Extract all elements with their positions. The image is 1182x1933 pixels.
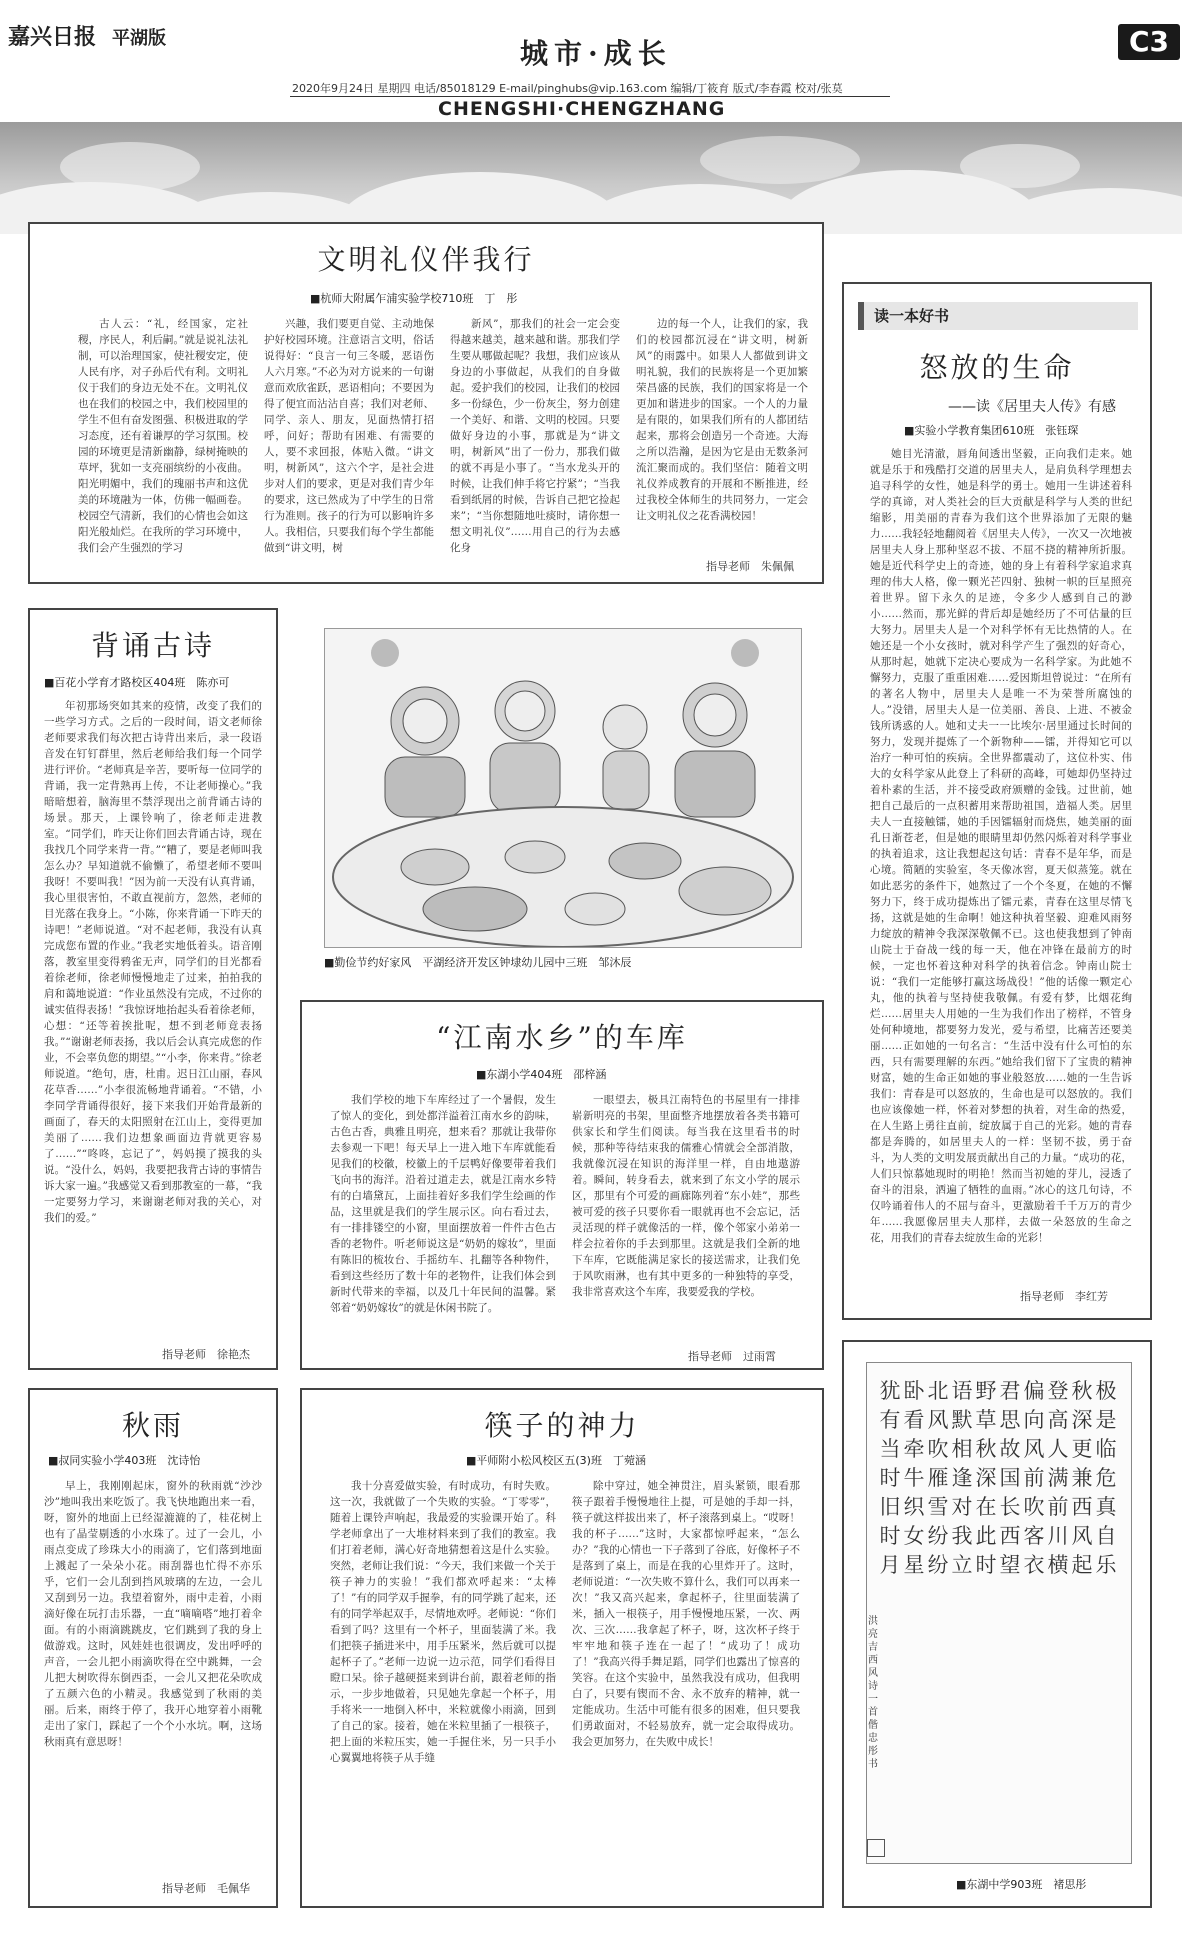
- info-line: 2020年9月24日 星期四 电话/85018129 E-mail/pinghubs@vip.163.com 编辑/丁筱育 版式/李春霞 校对/张莫: [292, 82, 843, 95]
- article-column: 兴趣，我们要更自觉、主动地保护好校园环境。注意语言文明，俗话说得好：“良言一句三冬暖，恶语伤人六月寒。”不必为对方说来的一句谢意而欢欣雀跃，恶语相向；不要因为得了便宜而沾沾自喜；我们对老师、同学、亲人、朋友，见面热情打招呼，问好；帮助有困难、有需要的人，要不求回报，体贴入微。“讲文明，树新风”，这六个字，是社会进步对人们的要求，更是对我们青少年的要求，这已然成为了中学生的日常行为准则。孩子的行为可以影响许多人。我相信，只要我们每个学生都能做到“讲文明，树: [264, 318, 434, 554]
- article-recite-poems: [28, 608, 278, 1370]
- article-title: 背诵古诗: [90, 629, 215, 662]
- article-autumn-rain: [28, 1388, 278, 1908]
- article-byline: ■百花小学育才路校区404班 陈亦可: [44, 676, 230, 689]
- article-column: 我十分喜爱做实验，有时成功，有时失败。这一次，我就做了一个失败的实验。“丁零零”，随着上课铃声响起，我最爱的实验课开始了。科学老师拿出了一大堆材料来到了我们的教室。我们打着老师，满心好奇地猜想着这是什么实验。突然，老师让我们说：“今天，我们来做一个关于筷子神力的实验！”我们都欢呼起来：“太棒了！”有的同学双手握拳，有的同学跳了起来，还有的同学举起双手，尽情地欢呼。老师说：“你们看到了吗？这里有一个杯子，里面装满了米。我们把筷子插进米中，用手压紧米，然后就可以提起杯子了。”老师一边说一边示范，同学们看得目瞪口呆。徐子越硬挺来到讲台前，跟着老师的指示，一步步地做着，只见她先拿起一个杯子，用手将米一一地倒入杯中，米粒就像小雨滴，回到了自己的家。接着，她在米粒里插了一根筷子，把上面的米粒压实，她一手握住米，另一只手小心翼翼地将筷子从手缝: [330, 1480, 556, 1764]
- article-advisor: 指导老师 朱佩佩: [706, 560, 794, 573]
- article-byline: ■杭师大附属乍浦实验学校710班 丁 彤: [310, 292, 518, 305]
- article-civility: [28, 222, 824, 584]
- banner-clouds: [0, 122, 1182, 234]
- article-column: 除中穿过，她全神贯注，眉头紧锁，眼看那筷子跟着手慢慢地往上提，可是她的手却一抖，筷子就这样拔出来了，杯子滚落到桌上。“哎呀！我的杯子……”这时，大家都惊呼起来，“怎么办？”我的心情也一下子落到了谷底，好像杯子不是落到了桌上，而是在我的心里炸开了。这时，老师说道：“一次失败不算什么，我们可以再来一次！”我又高兴起来，拿起杯子，往里面装满了米，插入一根筷子，用手慢慢地压紧，一次、两次、三次……我拿起了杯子，呀，这次杯子终于牢牢地和筷子连在一起了！“成功了！成功了！”我高兴得手舞足蹈，同学们也露出了惊喜的笑容。在这个实验中，虽然我没有成功，但我明白了，只要有锲而不舍、永不放弃的精神，就一定能成功。生活中可能有很多的困难，但只要我们勇敢面对，不轻易放弃，就一定会取得成功。我会更加努力，在失败中成长！: [572, 1480, 800, 1748]
- calligraphy-column: 北风吹雁雪纷纷: [927, 1379, 949, 1577]
- calligraphy-column: 登高人满前川横: [1047, 1379, 1069, 1577]
- article-title: 怒放的生命: [919, 351, 1075, 384]
- article-chopsticks: [300, 1388, 824, 1908]
- article-title: 文明礼仪伴我行: [317, 243, 535, 276]
- article-column: 一眼望去，极具江南特色的书屋里有一排排崭新明亮的书架，里面整齐地摆放着各类书籍可供家长和学生们阅读。每当我在这里看书的时候，那种等待结束我的儒雅心情就会全部消散，我就像沉浸在知识的海洋里一样，自由地遨游着。瞬间，转身看去，就来到了东文小学的展示区，那里有个可爱的画廊陈列着“东小娃”，那些被可爱的孩子只要你看一眼就再也不会忘记，活灵活现的样子就像活的一样，像个邻家小弟弟一样会拉着你的手去到那里。这就是我们全新的地下车库，它既能满足家长的接送需求，让我们免于风吹雨淋，也有其中更多的一种独特的享受，我非常喜欢这个车库，我要爱我的学校。: [572, 1094, 800, 1298]
- article-column: 古人云：“礼，经国家，定社稷，序民人，利后嗣。”就是说礼法礼制，可以治理国家，使社稷安定，使人民有序，对子孙后代有利。文明礼仪于我们的身边无处不在。文明礼仪也在我们的校园之中，我们校园里的学生不但有奋发图强、积极进取的学习态度，还有着谦厚的学习氛围。校园的环境更是清新幽静，绿树掩映的草坪，犹如一支亮丽缤纷的小夜曲。阳光明媚中，我们的瑰丽书声和这优美的环境融为一体，仿佛一幅画卷。校园空气清新，我们的心情也会如这阳光般灿烂。在我所的学习环境中，我们会产生强烈的学习: [78, 318, 248, 554]
- article-byline: ■实验小学教育集团610班 张钰琛: [904, 424, 1079, 437]
- section-pinyin: CHENGSHI·CHENGZHANG: [438, 98, 726, 120]
- article-subtitle: ——读《居里夫人传》有感: [948, 399, 1116, 415]
- calligraphy-column: 犹有当时旧时月: [879, 1379, 901, 1577]
- article-advisor: 指导老师 徐艳杰: [162, 1348, 250, 1361]
- article-title: 秋雨: [121, 1409, 184, 1442]
- calligraphy-column: 偏向风前吹客衣: [1023, 1379, 1045, 1577]
- calligraphy-column: 野草秋深在此时: [975, 1379, 997, 1577]
- calligraphy-column: 极是临危真自乐: [1095, 1379, 1117, 1577]
- article-column: 边的每一个人，让我们的家，我们的校园都沉浸在“讲文明，树新风”的雨露中。如果人人都做到讲文明礼貌，我们的民族将是一个更加繁荣昌盛的民族，我们的国家将是一个更加和谐进步的国家。一个人的力量是有限的，如果我们所有的人都团结起来，那将会创造另一个奇迹。大海之所以浩瀚，是因为它是由无数条河流汇聚而成的。我们坚信：随着文明礼仪养成教育的开展和不断推进，经过我校全体师生的共同努力，一定会让文明礼仪之花香满校园！: [636, 318, 808, 522]
- article-title: “江南水乡”的车库: [436, 1021, 688, 1054]
- section-title: 城市·成长: [520, 37, 672, 70]
- calligraphy-column: 君思故国长西望: [999, 1379, 1021, 1577]
- article-byline: ■叔同实验小学403班 沈诗怡: [48, 1454, 201, 1467]
- masthead: [0, 0, 1182, 120]
- article-advisor: 指导老师 李红芳: [1020, 1290, 1108, 1303]
- painting-illustration: [325, 629, 801, 947]
- page-number-badge: C3: [1118, 24, 1180, 60]
- masthead-divider: [290, 96, 890, 97]
- calligraphy-column: 秋深更兼西风起: [1071, 1379, 1093, 1577]
- calligraphy-column: 卧看牵牛织女星: [903, 1379, 925, 1577]
- calligraphy-column: 语默相逢对我立: [951, 1379, 973, 1577]
- column-tag: 读一本好书: [858, 302, 1138, 330]
- article-body: 早上，我刚刚起床，窗外的秋雨就“沙沙沙”地叫我出来吃饭了。我飞快地跑出来一看，呀，窗外的地面上已经湿漉漉的了，桂花树上也有了晶莹剔透的小水珠了。过了一会儿，小雨点变成了珍珠大小的雨滴了，它们落到地面上溅起了一朵朵小花。雨刮器也忙得不亦乐乎，它们一会儿刮到挡风玻璃的左边，一会儿又刮到另一边。我望着窗外，雨中走着，小雨滴好像在玩打击乐器，一直“嘀嘀嗒”地打着伞面。有的小雨滴跳跳皮，它们跳到了我的身上做游戏。这时，风娃娃也很调皮，发出呼呼的声音，一会儿把小雨滴吹得在空中跳舞，一会儿把大树吹得东倒西歪，一会儿又把花朵吹成了五颜六色的小精灵。我感觉到了秋雨的美丽。后来，雨终于停了，我开心地穿着小雨靴走出了家门，踩起了一个个小水坑。啊，这场秋雨真有意思呀！: [44, 1480, 262, 1748]
- calligraphy-inscription: 洪亮吉西风诗一首 偕忠彤书: [868, 1616, 878, 1770]
- article-byline: ■东湖小学404班 邵梓涵: [476, 1068, 607, 1081]
- calligraphy-seal: [867, 1839, 885, 1857]
- article-blooming-life: [842, 282, 1152, 1320]
- calligraphy-caption: ■东湖中学903班 褚思彤: [956, 1878, 1087, 1891]
- paper-edition: 平湖版: [112, 28, 166, 49]
- painting-box: [300, 608, 824, 980]
- calligraphy-box: [842, 1340, 1152, 1908]
- painting-caption: ■勤俭节约好家风 平湖经济开发区钟埭幼儿园中三班 邹沐辰: [324, 956, 632, 969]
- article-column: 新风”，那我们的社会一定会变得越来越美，越来越和谐。那我们学生要从哪做起呢？我想，我们应该从身边的小事做起，从我们的自身做起。爱护我们的校园，让我们的校园多一份绿色，少一份灰尘，努力创建一个美好、和谐、文明的校园。只要做好身边的小事，那就是为“讲文明，树新风”出了一份力，那我们做的就不再是小事了。“当水龙头开的时候，让我们伸手将它拧紧”；“当我看到纸屑的时候，告诉自己把它捡起来”；“当你想随地吐痰时，请你想一想文明礼仪”……用自己的行为去感化身: [450, 318, 620, 554]
- article-body: 年初那场突如其来的疫情，改变了我们的一些学习方式。之后的一段时间，语文老师徐老师要求我们每次把古诗背出来后，录一段语音发在钉钉群里，然后老师给我们每一个同学进行评价。“老师真是辛苦，要听每一位同学的背诵，我一定背熟再上传，不让老师操心。”我暗暗想着，脑海里不禁浮现出之前背诵古诗的场景。那天，上课铃响了，徐老师走进教室。“同学们，昨天让你们回去背诵古诗，现在我找几个同学来背一背。”“糟了，要是老师叫我怎么办？早知道就不偷懒了，希望老师不要叫我呀！不要叫我！”因为前一天没有认真背诵，我心里很害怕，不敢直视前方，忽然，老师的目光落在我身上。“小陈，你来背诵一下昨天的诗吧！”老师说道。“对不起老师，我没有认真完成您布置的作业。”我老实地低着头。语音刚落，教室里变得鸦雀无声，同学们的目光都看着徐老师，徐老师慢慢地走了过来，拍拍我的肩和蔼地说道：“作业虽然没有完成，不过你的诚实值得表扬！”我惊讶地抬起头看着徐老师，心想：“还等着挨批呢，想不到老师竟表扬我。”“谢谢老师表扬，我以后会认真完成您的作业，不会辜负您的期望。”“小李，你来背。”徐老师说道。“绝句，唐，杜甫。迟日江山丽，春风花草香……”小李很流畅地背诵着。“不错，小李同学背诵得很好，接下来我们开始背最新的画面了，春天的太阳照射在江山上，变得更加美丽了……我们边想象画面边背就更容易了……”“咚咚，忘记了”，妈妈摸了摸我的头说。“没什么，妈妈，我要把我背古诗的事情告诉大家一遍。”我感觉又看到那教室的一幕，“我一定要努力学习，来谢谢老师对我的关心，对我们的爱。”: [44, 700, 262, 1224]
- article-advisor: 指导老师 毛佩华: [162, 1882, 250, 1895]
- calligraphy-artwork: [866, 1362, 1132, 1864]
- article-garage: [300, 1000, 824, 1370]
- article-byline: ■平师附小松风校区五(3)班 丁菀涵: [466, 1454, 646, 1467]
- family-dinner-painting: [324, 628, 802, 948]
- article-title: 筷子的神力: [484, 1409, 640, 1442]
- article-body: 她目光清澈，唇角间透出坚毅，正向我们走来。她就是乐于和残酷打交道的居里夫人，是肩负科学理想去追寻科学的女性，她是科学的勇士。她用一生讲述着科学的真谛，对人类社会的巨大贡献是科学与人类的世纪缩影，用美丽的青春为我们这个世界添加了无限的魅力……我轻轻地翻阅着《居里夫人传》，一次又一次地被居里夫人身上那种坚忍不拔、不屈不挠的精神所折服。她是近代科学史上的奇迹，她的身上有着科学家追求真理的伟大人格，像一颗光芒四射、独树一帜的巨星照亮着世界。留下永久的足迹，令多少人感到自己的渺小……然而，那光鲜的背后却是她经历了不可估量的巨大努力。居里夫人是一个对科学怀有无比热情的人。在她还是一个小女孩时，就对科学产生了强烈的好奇心，从那时起，她就下定决心要成为一名科学家。为此她不懈努力，克服了重重困难……爱因斯坦曾说过：“在所有的著名人物中，居里夫人是唯一不为荣誉所腐蚀的人。”没错，居里夫人是一位美丽、善良、上进、不被金钱所诱惑的人。她和丈夫一一比埃尔·居里通过长时间的努力，发现并提炼了一个新物种——镭，并得知它可以治疗一种可怕的疾病。全世界都震动了，这位朴实、伟大的女科学家从此登上了科研的高峰，可她却仍坚持过着朴素的生活，并不接受政府颁赠的金钱。过世前，她把自己最后的一点积蓄用来帮助祖国，造福人类。居里夫人一直接触镭，她的手因镭辐射而烧焦，她美丽的面孔日渐苍老，但是她的眼睛里却仍然闪烁着对科学事业的执着追求，这让我想起这句话：青春不是年华，而是心境。简陋的实验室，冬天像冰窖，夏天似蒸笼。就在如此恶劣的条件下，她熬过了一个个冬夏，在她的不懈努力下，终于成功提炼出了镭元素，青春在这里尽情飞扬，这就是她的生命啊！她这种执着坚毅、迎难风雨努力绽放的精神令我深深敬佩不已。这也使我想到了钟南山院士于奋战一线的每一天，他在冲锋在最前方的时候，一定也怀着这种对科学的执着信念。钟南山院士说：“我们一定能够打赢这场战役！”他的话像一颗定心丸，他的执着与坚持使我敬佩。有爱有梦，比烟花绚烂……居里夫人用她的一生为我们作出了榜样，不管身处何种境地，都要努力发光，爱与希望，比痛苦还要美丽……正如她的一句名言：“生活中没有什么可怕的东西，只有需要理解的东西。”她给我们留下了宝贵的精神财富，她的生命正如她的事业般怒放……她的一生告诉我们：青春是可以怒放的，生命也是可以怒放的。我们也应该像她一样，怀着对梦想的执着，对生命的热爱，在人生路上勇往直前，绽放属于自己的光彩。她的青春都是奔腾的，如居里夫人的一样：坚韧不拔，勇于奋斗，为人类的文明发展贡献出自己的力量。“成功的花，人们只惊慕她现时的明艳！然而当初她的芽儿，浸透了奋斗的泪泉，洒遍了牺牲的血雨。”冰心的这几句诗，不仅吟诵着伟人的不屈与奋斗，更激励着千千万万的青少年……我愿像居里夫人那样，去做一朵怒放的生命之花，用我们的青春去绽放生命的光彩！: [870, 448, 1132, 1244]
- paper-name: 嘉兴日报: [8, 24, 97, 50]
- article-column: 我们学校的地下车库经过了一个暑假，发生了惊人的变化，到处都洋溢着江南水乡的韵味，古色古香，典雅且明亮，想来看？那就让我带你去参观一下吧！每天早上一进入地下车库就能看见我们的校徽，校徽上的千层鸭好像要带着我们飞向书的海洋。沿着过道走去，就是江南水乡特有的白墙黛瓦，上面挂着好多我们学生绘画的作品，这里就是我们的学生展示区。向右看过去，有一排排镂空的小窗，里面摆放着一件件古色古香的老物件。听老师说这是“奶奶的嫁妆”，里面有陈旧的梳妆台、手摇纺车、扎翻等各种物件，看到这些经历了数十年的老物件，让我们体会到新时代带来的幸福，以及几十年民间的温馨。紧邻着“奶奶嫁妆”的就是休闲书院了。: [330, 1094, 556, 1314]
- article-advisor: 指导老师 过雨霄: [688, 1350, 776, 1363]
